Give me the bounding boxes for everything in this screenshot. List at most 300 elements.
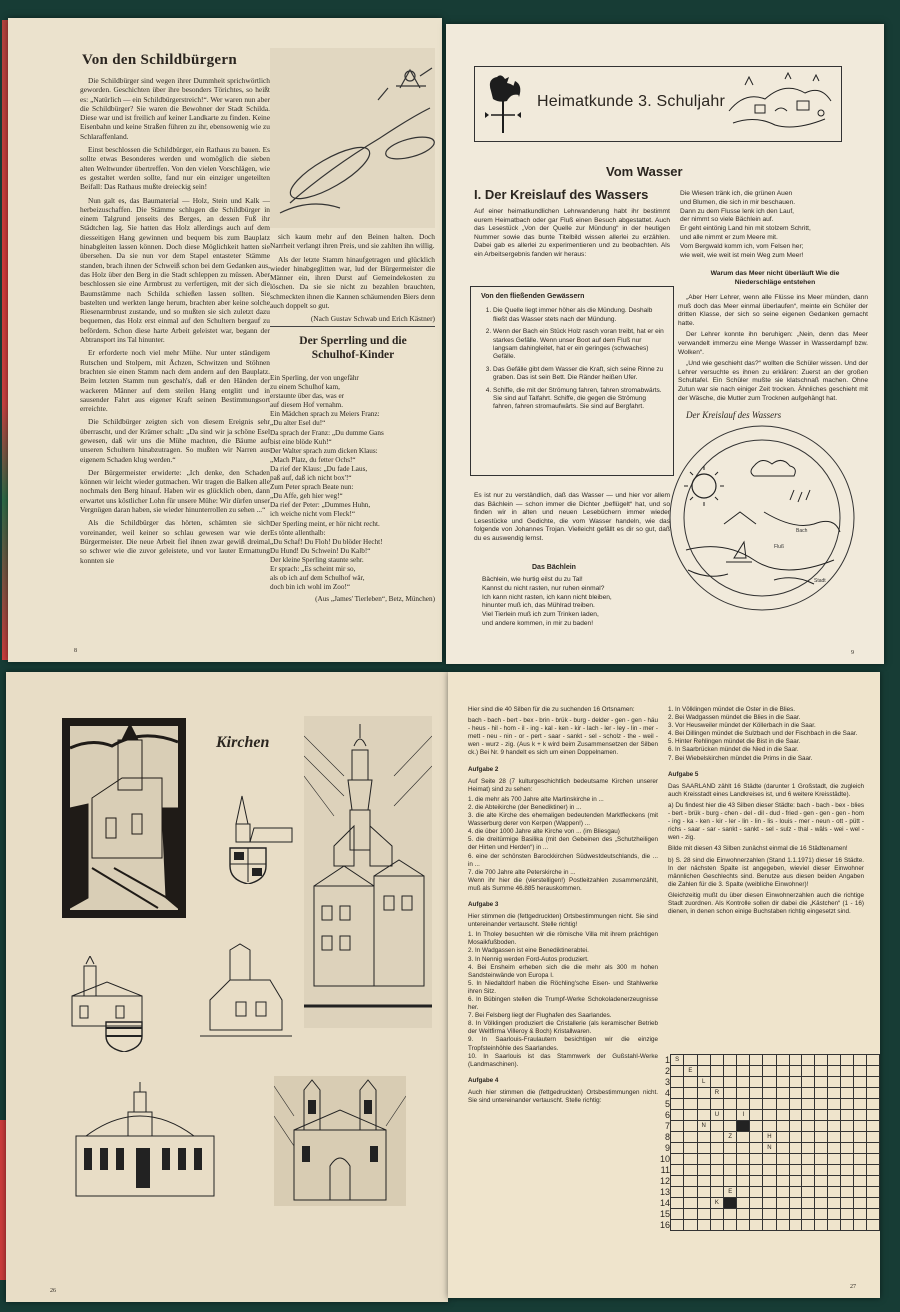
grid-cell[interactable]	[750, 1121, 763, 1132]
grid-cell[interactable]	[815, 1220, 828, 1231]
grid-cell[interactable]	[867, 1055, 880, 1066]
grid-cell[interactable]	[854, 1066, 867, 1077]
section-header: Heimatkunde 3. Schuljahr	[537, 93, 726, 110]
grid-cell[interactable]	[815, 1121, 828, 1132]
grid-cell[interactable]	[828, 1132, 841, 1143]
grid-cell[interactable]	[684, 1055, 697, 1066]
grid-cell[interactable]	[750, 1088, 763, 1099]
grid-cell[interactable]	[828, 1154, 841, 1165]
grid-cell[interactable]	[737, 1088, 750, 1099]
grid-cell[interactable]	[854, 1132, 867, 1143]
grid-cell[interactable]: H	[763, 1132, 776, 1143]
grid-cell[interactable]	[776, 1198, 789, 1209]
grid-cell[interactable]	[841, 1165, 854, 1176]
poem-line: Ich kann nicht rasten, ich kann nicht bleiben,	[482, 593, 612, 601]
grid-cell[interactable]	[776, 1143, 789, 1154]
grid-cell[interactable]	[815, 1198, 828, 1209]
grid-cell[interactable]	[841, 1121, 854, 1132]
grid-cell[interactable]	[802, 1055, 815, 1066]
grid-cell[interactable]	[750, 1154, 763, 1165]
grid-cell[interactable]	[710, 1077, 723, 1088]
grid-cell[interactable]: K	[710, 1198, 723, 1209]
grid-cell[interactable]	[697, 1154, 710, 1165]
grid-cell[interactable]	[710, 1187, 723, 1198]
grid-cell[interactable]	[684, 1099, 697, 1110]
grid-cell[interactable]	[776, 1165, 789, 1176]
grid-cell[interactable]	[867, 1176, 880, 1187]
paragraph: Einst beschlossen die Schildbürger, ein Rathaus zu bauen. Es sollte etwas Besonderes werden und womöglich die sieben alten Weltwunder übertreffen. Von den vielen Vorschlägen, wie es gestaltet werden sollte, fand nur ein einziger ungeteilten Beifall: Das Rathaus mußte dreieckig sein!	[80, 145, 270, 192]
grid-cell[interactable]	[763, 1220, 776, 1231]
grid-cell[interactable]	[737, 1077, 750, 1088]
grid-cell[interactable]	[684, 1132, 697, 1143]
grid-cell[interactable]	[710, 1176, 723, 1187]
grid-cell[interactable]	[671, 1066, 684, 1077]
grid-cell[interactable]	[815, 1187, 828, 1198]
grid-cell[interactable]	[697, 1143, 710, 1154]
grid-cell[interactable]	[789, 1154, 802, 1165]
grid-cell[interactable]	[671, 1187, 684, 1198]
grid-cell[interactable]	[854, 1099, 867, 1110]
grid-cell[interactable]	[737, 1187, 750, 1198]
grid-cell[interactable]	[802, 1154, 815, 1165]
grid-cell[interactable]	[684, 1088, 697, 1099]
grid-cell[interactable]	[802, 1132, 815, 1143]
grid-cell[interactable]	[763, 1154, 776, 1165]
grid-cell[interactable]	[802, 1209, 815, 1220]
grid-cell[interactable]	[789, 1220, 802, 1231]
grid-cell[interactable]: U	[710, 1110, 723, 1121]
grid-cell[interactable]	[789, 1132, 802, 1143]
grid-cell[interactable]	[763, 1165, 776, 1176]
row-number: 2	[665, 1066, 671, 1076]
after-box-text: Es ist nur zu verständlich, daß das Wasser — und hier vor allem das Bächlein — schon immer die Dichter „beflügelt“ hat, und so finden wir in alten und neuen Lesebüchern immer wieder Lesestücke und Gedichte, die vom Wasser handeln, wie das folgende von Johannes Trojan. Vielleicht gefällt es dir so gut, daß du es auswendig lernst.	[474, 492, 670, 542]
grid-cell[interactable]	[671, 1132, 684, 1143]
grid-cell[interactable]	[763, 1055, 776, 1066]
grid-cell[interactable]	[776, 1099, 789, 1110]
grid-cell[interactable]	[697, 1099, 710, 1110]
grid-cell[interactable]	[776, 1209, 789, 1220]
grid-cell[interactable]	[867, 1099, 880, 1110]
grid-cell[interactable]	[724, 1088, 737, 1099]
grid-cell[interactable]	[697, 1110, 710, 1121]
grid-cell[interactable]	[763, 1187, 776, 1198]
grid-cell[interactable]	[684, 1143, 697, 1154]
task-item: 6. eine der schönsten Barockkirchen Südwestdeutschlands, die ... in ...	[468, 852, 658, 868]
grid-cell[interactable]	[684, 1198, 697, 1209]
grid-cell[interactable]	[684, 1154, 697, 1165]
grid-cell[interactable]	[750, 1220, 763, 1231]
grid-cell[interactable]	[737, 1209, 750, 1220]
grid-cell[interactable]	[750, 1110, 763, 1121]
grid-cell[interactable]	[828, 1198, 841, 1209]
row-number: 9	[665, 1143, 671, 1153]
grid-cell[interactable]	[867, 1066, 880, 1077]
grid-cell[interactable]	[776, 1176, 789, 1187]
grid-cell[interactable]	[763, 1077, 776, 1088]
grid-cell[interactable]	[841, 1066, 854, 1077]
grid-cell[interactable]	[802, 1198, 815, 1209]
grid-cell[interactable]	[724, 1220, 737, 1231]
grid-cell[interactable]	[841, 1220, 854, 1231]
grid-cell[interactable]	[737, 1099, 750, 1110]
grid-cell[interactable]	[789, 1088, 802, 1099]
grid-cell[interactable]	[815, 1077, 828, 1088]
info-item: 1. Die Quelle liegt immer höher als die Mündung. Deshalb fließt das Wasser stets nach der Mündung.	[493, 307, 667, 324]
paragraph: Der Bürgermeister erwiderte: „Ich denke, den Schaden können wir leicht wieder gutmachen. Wir tragen die Balken alle nochmals den Berg hinauf. Haben wir es glücklich oben, dann erwartet uns köstlicher Lohn für unsere Mühe: Wir dürfen unser Vergnügen daran haben, sie wieder hinunterrollen zu sehen ...“	[80, 467, 270, 515]
grid-cell[interactable]	[724, 1143, 737, 1154]
grid-cell[interactable]	[854, 1220, 867, 1231]
grid-cell[interactable]	[867, 1110, 880, 1121]
grid-cell[interactable]	[724, 1110, 737, 1121]
grid-cell[interactable]: R	[710, 1088, 723, 1099]
grid-cell[interactable]	[815, 1066, 828, 1077]
grid-cell[interactable]	[789, 1209, 802, 1220]
grid-cell[interactable]	[841, 1055, 854, 1066]
grid-cell[interactable]	[684, 1077, 697, 1088]
grid-cell[interactable]	[724, 1099, 737, 1110]
grid-cell[interactable]	[684, 1121, 697, 1132]
grid-cell[interactable]	[789, 1176, 802, 1187]
poem-line: Er geht eintönig Land hin mit stolzem Schritt,	[680, 225, 811, 233]
grid-cell[interactable]	[841, 1088, 854, 1099]
grid-cell[interactable]	[684, 1176, 697, 1187]
info-item: 2. Wenn der Bach ein Stück Holz rasch voran treibt, hat er ein starkes Gefälle. Wenn unser Boot auf dem Fluß nur langsam dahingleitet, hat er ein geringes (schwaches) Gefälle.	[493, 328, 667, 362]
grid-cell[interactable]	[724, 1176, 737, 1187]
question-text	[678, 294, 868, 403]
grid-cell[interactable]	[802, 1099, 815, 1110]
grid-cell[interactable]	[684, 1165, 697, 1176]
grid-cell[interactable]	[671, 1198, 684, 1209]
grid-cell[interactable]	[789, 1187, 802, 1198]
grid-cell[interactable]	[854, 1121, 867, 1132]
grid-cell[interactable]	[710, 1154, 723, 1165]
task-item: 5. In Niedaltdorf haben die Röchling'sche Eisen- und Stahlwerke ihren Sitz.	[468, 979, 658, 995]
grid-cell[interactable]	[841, 1110, 854, 1121]
grid-cell[interactable]	[841, 1132, 854, 1143]
grid-cell[interactable]	[750, 1176, 763, 1187]
grid-cell[interactable]	[697, 1220, 710, 1231]
grid-cell[interactable]	[854, 1077, 867, 1088]
grid-cell[interactable]	[724, 1121, 737, 1132]
grid-cell[interactable]	[854, 1165, 867, 1176]
grid-cell[interactable]	[737, 1154, 750, 1165]
grid-cell[interactable]	[710, 1132, 723, 1143]
grid-cell[interactable]	[737, 1198, 750, 1209]
grid-cell[interactable]	[802, 1165, 815, 1176]
grid-cell[interactable]	[750, 1077, 763, 1088]
grid-cell[interactable]	[697, 1132, 710, 1143]
grid-cell[interactable]	[828, 1055, 841, 1066]
grid-cell[interactable]	[841, 1187, 854, 1198]
grid-cell[interactable]	[841, 1209, 854, 1220]
grid-cell[interactable]	[789, 1165, 802, 1176]
grid-cell[interactable]	[828, 1143, 841, 1154]
grid-cell[interactable]	[841, 1176, 854, 1187]
grid-cell[interactable]	[776, 1132, 789, 1143]
grid-cell[interactable]	[815, 1143, 828, 1154]
grid-cell[interactable]	[710, 1066, 723, 1077]
poem-line: Die Wiesen tränk ich, die grünen Auen	[680, 190, 793, 197]
grid-cell[interactable]	[776, 1154, 789, 1165]
grid-cell[interactable]	[710, 1143, 723, 1154]
grid-cell[interactable]	[815, 1176, 828, 1187]
grid-cell[interactable]	[724, 1154, 737, 1165]
grid-cell[interactable]	[802, 1220, 815, 1231]
grid-cell[interactable]	[671, 1143, 684, 1154]
grid-cell[interactable]	[697, 1176, 710, 1187]
poem-line: „Du Schaf! Du Floh! Du blöder Hecht!	[270, 537, 383, 546]
grid-cell[interactable]	[789, 1143, 802, 1154]
grid-cell[interactable]	[750, 1132, 763, 1143]
task-item: 4. die über 1000 Jahre alte Kirche von ... (im Bliesgau)	[468, 828, 620, 836]
grid-cell[interactable]	[671, 1176, 684, 1187]
grid-cell[interactable]	[802, 1176, 815, 1187]
grid-cell[interactable]	[737, 1176, 750, 1187]
task-item: 4. Bei Ensheim erheben sich die die mehr als 300 m hohen Sandsteinwände von Europa I.	[468, 963, 658, 979]
grid-cell[interactable]	[724, 1066, 737, 1077]
grid-cell[interactable]: I	[737, 1110, 750, 1121]
grid-cell[interactable]	[789, 1121, 802, 1132]
grid-cell[interactable]	[697, 1165, 710, 1176]
grid-cell[interactable]	[697, 1198, 710, 1209]
grid-cell[interactable]	[750, 1187, 763, 1198]
grid-cell[interactable]: E	[684, 1066, 697, 1077]
grid-cell[interactable]	[671, 1099, 684, 1110]
grid-cell[interactable]	[789, 1198, 802, 1209]
grid-row	[660, 1176, 880, 1187]
poem-baechlein	[482, 576, 672, 629]
task-item: 1. In Völklingen mündet die Oster in die Blies.	[668, 706, 796, 713]
task-item: 1. In Tholey besuchten wir die römische Villa mit ihrem prächtigen Mosaikfußboden.	[468, 931, 658, 947]
grid-cell[interactable]	[671, 1110, 684, 1121]
grid-cell[interactable]	[867, 1198, 880, 1209]
grid-cell[interactable]	[867, 1187, 880, 1198]
grid-cell[interactable]	[737, 1132, 750, 1143]
grid-cell[interactable]	[763, 1099, 776, 1110]
grid-cell[interactable]	[828, 1099, 841, 1110]
grid-cell[interactable]	[671, 1220, 684, 1231]
grid-cell[interactable]	[828, 1088, 841, 1099]
right-column	[668, 706, 864, 916]
grid-cell[interactable]	[776, 1220, 789, 1231]
grid-cell[interactable]	[841, 1077, 854, 1088]
grid-cell[interactable]	[776, 1088, 789, 1099]
row-number: 4	[665, 1088, 671, 1098]
source-note: (Aus „James' Tierleben“, Betz, München)	[315, 595, 435, 604]
grid-cell[interactable]	[776, 1187, 789, 1198]
grid-cell[interactable]	[737, 1066, 750, 1077]
grid-cell[interactable]	[684, 1220, 697, 1231]
grid-cell[interactable]	[854, 1176, 867, 1187]
grid-cell[interactable]	[710, 1121, 723, 1132]
grid-cell[interactable]	[710, 1209, 723, 1220]
grid-cell[interactable]	[710, 1099, 723, 1110]
grid-cell[interactable]	[737, 1143, 750, 1154]
grid-cell[interactable]	[750, 1066, 763, 1077]
grid-cell[interactable]	[776, 1066, 789, 1077]
grid-cell[interactable]	[763, 1198, 776, 1209]
poem-line: Du Hund! Du Schwein! Du Kalb!“	[270, 546, 371, 555]
info-box-title: Von den fließenden Gewässern	[481, 293, 585, 300]
grid-cell[interactable]	[750, 1209, 763, 1220]
grid-cell[interactable]	[684, 1209, 697, 1220]
grid-cell[interactable]	[802, 1066, 815, 1077]
grid-cell[interactable]	[867, 1121, 880, 1132]
grid-cell[interactable]	[867, 1088, 880, 1099]
grid-cell[interactable]	[671, 1209, 684, 1220]
grid-cell[interactable]	[710, 1165, 723, 1176]
task-item: 2. Bei Wadgassen mündet die Blies in die Saar.	[668, 714, 801, 722]
grid-cell[interactable]	[789, 1077, 802, 1088]
grid-cell[interactable]	[671, 1121, 684, 1132]
grid-cell[interactable]	[867, 1077, 880, 1088]
poem-line: Da rief der Peter: „Dummes Huhn,	[270, 501, 371, 510]
grid-cell[interactable]	[815, 1055, 828, 1066]
grid-cell[interactable]	[867, 1165, 880, 1176]
grid-cell[interactable]	[750, 1055, 763, 1066]
grid-cell[interactable]	[815, 1088, 828, 1099]
grid-cell[interactable]	[724, 1055, 737, 1066]
water-cycle-diagram	[664, 420, 860, 616]
grid-cell[interactable]	[724, 1077, 737, 1088]
grid-cell[interactable]	[802, 1143, 815, 1154]
grid-cell[interactable]	[802, 1121, 815, 1132]
grid-row	[660, 1110, 880, 1121]
grid-cell[interactable]	[671, 1154, 684, 1165]
svg-text:Bach: Bach	[796, 528, 808, 534]
grid-cell[interactable]	[750, 1099, 763, 1110]
grid-cell[interactable]	[867, 1220, 880, 1231]
row-number: 12	[660, 1176, 671, 1186]
grid-cell[interactable]	[854, 1143, 867, 1154]
grid-row	[660, 1088, 880, 1099]
poem-line: Der kleine Sperling staunte sehr.	[270, 555, 364, 564]
grid-cell-blocked[interactable]	[724, 1198, 737, 1209]
grid-cell[interactable]	[854, 1187, 867, 1198]
grid-cell[interactable]	[802, 1110, 815, 1121]
grid-cell[interactable]	[828, 1209, 841, 1220]
grid-cell[interactable]	[697, 1088, 710, 1099]
grid-cell[interactable]	[841, 1198, 854, 1209]
grid-cell[interactable]	[789, 1110, 802, 1121]
grid-cell[interactable]	[737, 1055, 750, 1066]
grid-cell[interactable]	[815, 1132, 828, 1143]
grid-cell[interactable]: N	[697, 1121, 710, 1132]
grid-cell[interactable]	[828, 1077, 841, 1088]
grid-cell[interactable]	[789, 1099, 802, 1110]
grid-cell[interactable]	[750, 1198, 763, 1209]
basilica-woodcut	[66, 1076, 224, 1206]
row-number: 13	[660, 1187, 671, 1197]
grid-cell[interactable]	[841, 1143, 854, 1154]
grid-cell[interactable]	[737, 1220, 750, 1231]
grid-cell[interactable]	[828, 1187, 841, 1198]
info-item: 4. Schiffe, die mit der Strömung fahren, fahren stromabwärts. Sie sind auf Talfahrt. Schiffe, die gegen die Strömung fahren, fahren stromaufwärts. Sie sind auf Bergfahrt.	[493, 387, 667, 412]
grid-row	[660, 1066, 880, 1077]
grid-cell[interactable]	[854, 1055, 867, 1066]
grid-cell[interactable]	[763, 1110, 776, 1121]
grid-cell[interactable]	[802, 1077, 815, 1088]
grid-cell[interactable]	[828, 1176, 841, 1187]
grid-cell[interactable]: Z	[724, 1132, 737, 1143]
grid-cell[interactable]	[697, 1055, 710, 1066]
grid-cell[interactable]	[789, 1055, 802, 1066]
grid-cell[interactable]	[697, 1066, 710, 1077]
grid-cell[interactable]	[828, 1165, 841, 1176]
grid-cell[interactable]	[724, 1209, 737, 1220]
grid-cell[interactable]	[684, 1187, 697, 1198]
grid-cell[interactable]	[697, 1187, 710, 1198]
grid-cell[interactable]: S	[671, 1055, 684, 1066]
grid-cell[interactable]	[671, 1165, 684, 1176]
grid-cell[interactable]	[815, 1099, 828, 1110]
grid-cell[interactable]	[763, 1209, 776, 1220]
grid-cell[interactable]	[867, 1154, 880, 1165]
grid-cell[interactable]	[815, 1154, 828, 1165]
grid-cell[interactable]	[697, 1209, 710, 1220]
row-number: 5	[665, 1099, 671, 1109]
grid-cell[interactable]	[684, 1110, 697, 1121]
paragraph: Als der letzte Stamm hinaufgetragen und glücklich wieder hinabgeglitten war, lud der Bürgermeister die Männer ein, ihren Durst auf Gemeindekosten zu löschen. Da sie sie nicht zu bezahlen brauchten, schmeckten ihnen die Kannen schäumenden Biers denn auch doppelt so gut.	[270, 254, 435, 311]
grid-cell[interactable]	[724, 1165, 737, 1176]
grid-cell[interactable]	[763, 1121, 776, 1132]
grid-cell[interactable]	[815, 1209, 828, 1220]
poem-line: Zum Peter sprach Beate nun:	[270, 483, 354, 492]
grid-cell[interactable]	[867, 1132, 880, 1143]
grid-cell[interactable]	[828, 1066, 841, 1077]
grid-cell[interactable]	[815, 1165, 828, 1176]
grid-cell[interactable]	[776, 1055, 789, 1066]
task-item: 6. In Saarbrücken mündet die Nied in die Saar.	[668, 746, 799, 754]
grid-cell[interactable]	[828, 1121, 841, 1132]
grid-cell[interactable]	[841, 1154, 854, 1165]
church-with-wappen	[66, 956, 176, 1052]
grid-cell[interactable]	[867, 1143, 880, 1154]
grid-cell[interactable]	[802, 1187, 815, 1198]
grid-cell[interactable]	[710, 1220, 723, 1231]
grid-cell[interactable]	[854, 1198, 867, 1209]
grid-cell[interactable]	[789, 1066, 802, 1077]
grid-cell[interactable]	[867, 1209, 880, 1220]
grid-cell[interactable]	[776, 1077, 789, 1088]
grid-cell[interactable]	[671, 1088, 684, 1099]
grid-cell[interactable]	[750, 1165, 763, 1176]
grid-cell[interactable]	[854, 1110, 867, 1121]
grid-cell[interactable]	[854, 1209, 867, 1220]
task-item: 7. die 700 Jahre alte Peterskirche in ...	[468, 868, 576, 876]
grid-cell[interactable]	[802, 1088, 815, 1099]
grid-cell[interactable]	[776, 1110, 789, 1121]
grid-cell[interactable]: E	[724, 1187, 737, 1198]
grid-cell[interactable]	[828, 1110, 841, 1121]
grid-cell[interactable]	[671, 1077, 684, 1088]
grid-cell[interactable]: N	[763, 1143, 776, 1154]
grid-cell[interactable]	[763, 1066, 776, 1077]
grid-cell[interactable]	[776, 1121, 789, 1132]
grid-cell[interactable]	[841, 1099, 854, 1110]
grid-cell[interactable]	[763, 1088, 776, 1099]
grid-cell[interactable]	[854, 1154, 867, 1165]
grid-cell[interactable]	[815, 1110, 828, 1121]
grid-cell[interactable]	[828, 1220, 841, 1231]
grid-cell[interactable]	[750, 1143, 763, 1154]
grid-cell-blocked[interactable]	[737, 1121, 750, 1132]
grid-cell[interactable]	[737, 1165, 750, 1176]
grid-cell[interactable]	[854, 1088, 867, 1099]
grid-cell[interactable]: L	[697, 1077, 710, 1088]
grid-cell[interactable]	[710, 1055, 723, 1066]
grid-cell[interactable]	[763, 1176, 776, 1187]
